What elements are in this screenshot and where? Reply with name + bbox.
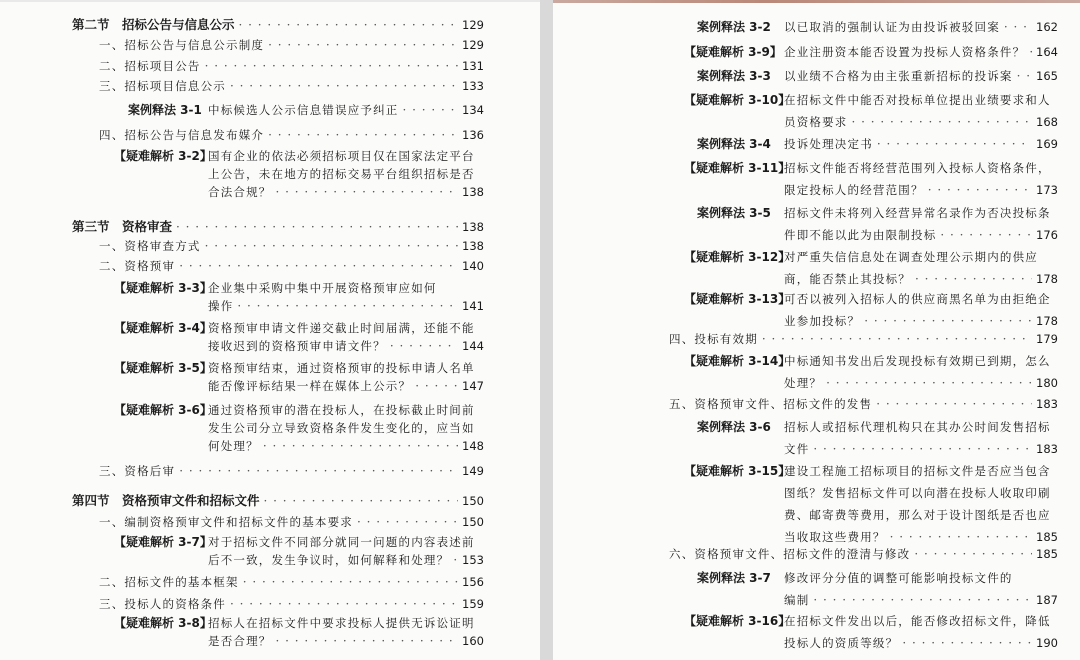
case-entry[interactable]	[784, 441, 1058, 457]
entry-title: 二、招标项目公告	[99, 59, 201, 73]
case-entry[interactable]	[784, 19, 1058, 35]
page-number: 144	[462, 339, 484, 353]
question-entry[interactable]	[784, 182, 1058, 198]
dot-leader	[877, 136, 1032, 152]
entry-title: 第二节 招标公告与信息公示	[72, 17, 235, 32]
toc-section-entry[interactable]	[72, 17, 484, 33]
entry-text-line: 可否以被列入招标人的供应商黑名单为由拒绝企	[784, 292, 1051, 306]
dot-leader	[179, 463, 458, 479]
question-entry[interactable]	[208, 184, 484, 200]
page-number: 178	[1036, 314, 1058, 328]
entry-text-line: 在招标文件发出以后，能否修改招标文件，降低	[784, 614, 1051, 628]
page-number: 131	[462, 59, 484, 73]
entry-continuation-line	[208, 534, 475, 550]
dot-leader	[205, 58, 458, 74]
entry-continuation-line	[784, 160, 1051, 176]
toc-subsection-entry[interactable]	[99, 78, 484, 94]
page-number: 156	[462, 575, 484, 589]
page-number: 138	[462, 239, 484, 253]
dot-leader	[263, 438, 458, 454]
page-number: 169	[1036, 137, 1058, 151]
case-entry[interactable]	[208, 102, 484, 118]
case-label: 案例释法 3-3	[697, 69, 771, 83]
case-label: 案例释法 3-6	[697, 420, 771, 434]
toc-subsection-entry[interactable]	[99, 258, 484, 274]
dot-leader	[876, 396, 1032, 412]
question-label: 【疑难解析 3-16】	[684, 614, 791, 628]
entry-text-line: 接收迟到的资格预审申请文件？	[208, 339, 386, 353]
dot-leader	[264, 493, 459, 509]
toc-subsection-entry[interactable]	[99, 58, 484, 74]
question-entry[interactable]	[208, 633, 484, 649]
page-number: 160	[462, 634, 484, 648]
entry-continuation-line	[784, 419, 1051, 435]
entry-text-line: 是否合理？	[208, 634, 272, 648]
dot-leader	[1029, 44, 1032, 60]
entry-text-line: 投标人的资质等级？	[784, 636, 899, 650]
entry-title: 二、资格预审	[99, 259, 176, 273]
page-number: 149	[462, 464, 484, 478]
question-label: 【疑难解析 3-6】	[114, 403, 212, 417]
page-number: 180	[1036, 376, 1058, 390]
entry-text-line: 操作	[208, 299, 234, 313]
question-entry[interactable]	[208, 438, 484, 454]
page-number: 162	[1036, 20, 1058, 34]
toc-subsection-entry[interactable]	[99, 238, 484, 254]
toc-subsection-entry[interactable]	[99, 574, 484, 590]
question-label: 【疑难解析 3-14】	[684, 354, 791, 368]
page-number: 187	[1036, 593, 1058, 607]
dot-leader	[864, 313, 1032, 329]
question-label: 【疑难解析 3-11】	[684, 161, 791, 175]
page-number: 176	[1036, 228, 1058, 242]
dot-leader	[205, 238, 458, 254]
toc-subsection-entry[interactable]	[669, 331, 1058, 347]
page-number: 164	[1036, 45, 1058, 59]
entry-text-line: 后不一致，发生争议时，如何解释和处理？	[208, 553, 450, 567]
question-label: 【疑难解析 3-2】	[114, 149, 212, 163]
dot-leader	[890, 529, 1032, 545]
page-number: 138	[462, 220, 484, 234]
entry-text-line: 投诉处理决定书	[784, 137, 873, 151]
page-number: 178	[1036, 272, 1058, 286]
page-number: 150	[462, 515, 484, 529]
question-label: 【疑难解析 3-7】	[114, 535, 212, 549]
entry-title: 第四节 资格预审文件和招标文件	[72, 493, 260, 508]
toc-subsection-entry[interactable]	[99, 514, 484, 530]
entry-text-line: 图纸？发售招标文件可以向潜在投标人收取印刷	[784, 486, 1051, 500]
question-entry[interactable]	[784, 114, 1058, 130]
question-label: 【疑难解析 3-15】	[684, 464, 791, 478]
entry-continuation-line	[784, 463, 1051, 479]
entry-continuation-line	[208, 615, 475, 631]
toc-subsection-entry[interactable]	[669, 396, 1058, 412]
entry-continuation-line	[208, 280, 437, 296]
dot-leader	[902, 635, 1032, 651]
entry-title: 四、招标公告与信息发布媒介	[99, 128, 265, 142]
dot-leader	[915, 271, 1032, 287]
page-number: 190	[1036, 636, 1058, 650]
question-label: 【疑难解析 3-3】	[114, 281, 212, 295]
entry-continuation-line	[208, 320, 475, 336]
entry-text-line: 合法合规？	[208, 185, 272, 199]
dot-leader	[852, 114, 1033, 130]
dot-leader	[415, 378, 458, 394]
dot-leader	[276, 633, 459, 649]
entry-text-line: 修改评分分值的调整可能影响投标文件的	[784, 571, 1013, 585]
case-label: 案例释法 3-4	[697, 137, 771, 151]
entry-continuation-line	[784, 485, 1051, 501]
page-number: 159	[462, 597, 484, 611]
entry-text-line: 国有企业的依法必须招标项目仅在国家法定平台	[208, 149, 475, 163]
entry-continuation-line	[208, 360, 475, 376]
dot-leader	[914, 546, 1032, 562]
page-number: 141	[462, 299, 484, 313]
entry-continuation-line	[208, 420, 475, 436]
page-number: 150	[462, 494, 484, 508]
entry-continuation-line	[208, 402, 475, 418]
entry-continuation-line	[784, 507, 1051, 523]
dot-leader	[268, 127, 458, 143]
case-label: 案例释法 3-1	[128, 103, 202, 117]
entry-continuation-line	[784, 353, 1051, 369]
toc-subsection-entry[interactable]	[99, 596, 484, 612]
entry-text-line: 费、邮寄费等费用，那么对于设计图纸是否也应	[784, 508, 1051, 522]
page-number: 129	[462, 38, 484, 52]
dot-leader	[813, 441, 1032, 457]
dot-leader	[237, 298, 458, 314]
question-label: 【疑难解析 3-4】	[114, 321, 212, 335]
page-top-edge	[553, 0, 1080, 3]
entry-text-line: 何处理？	[208, 439, 259, 453]
entry-continuation-line	[784, 570, 1013, 586]
page-number: 138	[462, 185, 484, 199]
entry-text-line: 中标通知书发出后发现投标有效期已到期，怎么	[784, 354, 1051, 368]
entry-text-line: 中标候选人公示信息错误应予纠正	[208, 103, 399, 117]
entry-title: 第三节 资格审查	[72, 219, 173, 234]
dot-leader	[1017, 68, 1032, 84]
entry-text-line: 以业绩不合格为由主张重新招标的投诉案	[784, 69, 1013, 83]
case-label: 案例释法 3-7	[697, 571, 771, 585]
entry-title: 六、资格预审文件、招标文件的澄清与修改	[669, 547, 911, 561]
question-entry[interactable]	[784, 375, 1058, 391]
case-label: 案例释法 3-2	[697, 20, 771, 34]
toc-section-entry[interactable]	[72, 219, 484, 235]
page-number: 136	[462, 128, 484, 142]
toc-subsection-entry[interactable]	[99, 463, 484, 479]
entry-text-line: 上公告，未在地方的招标交易平台组织招标是否	[208, 167, 475, 181]
question-entry[interactable]	[784, 635, 1058, 651]
question-entry[interactable]	[208, 378, 484, 394]
dot-leader	[762, 331, 1032, 347]
question-entry[interactable]	[208, 298, 484, 314]
entry-text-line: 对严重失信信息处在调查处理公示期内的供应	[784, 250, 1038, 264]
dot-leader	[813, 592, 1032, 608]
entry-title: 二、招标文件的基本框架	[99, 575, 239, 589]
entry-continuation-line	[784, 249, 1038, 265]
question-entry[interactable]	[208, 338, 484, 354]
question-entry[interactable]	[784, 44, 1058, 60]
toc-page-right	[553, 0, 1080, 660]
entry-continuation-line	[208, 166, 475, 182]
entry-continuation-line	[784, 205, 1051, 221]
case-entry[interactable]	[784, 592, 1058, 608]
entry-text-line: 招标文件能否将经营范围列入投标人资格条件，	[784, 161, 1051, 175]
entry-text-line: 资格预审结束，通过资格预审的投标申请人名单	[208, 361, 475, 375]
entry-title: 三、招标项目信息公示	[99, 79, 226, 93]
dot-leader	[276, 184, 459, 200]
page-number: 179	[1036, 332, 1058, 346]
question-label: 【疑难解析 3-10】	[684, 93, 791, 107]
dot-leader	[453, 552, 458, 568]
page-number: 134	[462, 103, 484, 117]
dot-leader	[176, 219, 458, 235]
dot-leader	[268, 37, 458, 53]
entry-text-line: 件即不能以此为由限制投标	[784, 228, 937, 242]
dot-leader	[179, 258, 458, 274]
page-number: 173	[1036, 183, 1058, 197]
page-number: 185	[1036, 530, 1058, 544]
entry-text-line: 招标人在招标文件中要求投标人提供无诉讼证明	[208, 616, 475, 630]
page-number: 133	[462, 79, 484, 93]
entry-continuation-line	[208, 148, 475, 164]
page-top-edge	[0, 0, 540, 2]
case-label: 案例释法 3-5	[697, 206, 771, 220]
entry-text-line: 限定投标人的经营范围？	[784, 183, 924, 197]
entry-text-line: 能否像评标结果一样在媒体上公示？	[208, 379, 412, 393]
question-label: 【疑难解析 3-12】	[684, 250, 791, 264]
question-label: 【疑难解析 3-8】	[114, 616, 212, 630]
entry-continuation-line	[784, 291, 1051, 307]
dot-leader	[239, 17, 459, 33]
entry-title: 一、编制资格预审文件和招标文件的基本要求	[99, 515, 353, 529]
entry-title: 一、招标公告与信息公示制度	[99, 38, 265, 52]
page-number: 148	[462, 439, 484, 453]
toc-section-entry[interactable]	[72, 493, 484, 509]
question-entry[interactable]	[784, 313, 1058, 329]
entry-text-line: 当收取这些费用？	[784, 530, 886, 544]
page-number: 183	[1036, 442, 1058, 456]
dot-leader	[928, 182, 1032, 198]
page-number: 165	[1036, 69, 1058, 83]
toc-subsection-entry[interactable]	[99, 37, 484, 53]
entry-continuation-line	[784, 92, 1051, 108]
page-number: 147	[462, 379, 484, 393]
dot-leader	[403, 102, 459, 118]
question-label: 【疑难解析 3-13】	[684, 292, 791, 306]
toc-subsection-entry[interactable]	[669, 546, 1058, 562]
entry-continuation-line	[784, 613, 1051, 629]
entry-title: 五、资格预审文件、招标文件的发售	[669, 397, 873, 411]
page-number: 183	[1036, 397, 1058, 411]
case-entry[interactable]	[784, 136, 1058, 152]
question-label: 【疑难解析 3-9】	[684, 45, 782, 59]
dot-leader	[230, 78, 458, 94]
dot-leader	[390, 338, 458, 354]
question-entry[interactable]	[784, 529, 1058, 545]
page-number: 168	[1036, 115, 1058, 129]
entry-text-line: 招标人或招标代理机构只在其办公时间发售招标	[784, 420, 1051, 434]
entry-text-line: 员资格要求	[784, 115, 848, 129]
entry-title: 一、资格审查方式	[99, 239, 201, 253]
page-number: 185	[1036, 547, 1058, 561]
entry-text-line: 编制	[784, 593, 810, 607]
question-label: 【疑难解析 3-5】	[114, 361, 212, 375]
entry-text-line: 资格预审申请文件递交截止时间届满，还能不能	[208, 321, 475, 335]
dot-leader	[826, 375, 1032, 391]
entry-text-line: 企业集中采购中集中开展资格预审应如何	[208, 281, 437, 295]
entry-text-line: 以已取消的强制认证为由投诉被驳回案	[784, 20, 1000, 34]
dot-leader	[940, 227, 1032, 243]
entry-text-line: 在招标文件中能否对投标单位提出业绩要求和人	[784, 93, 1051, 107]
dot-leader	[243, 574, 458, 590]
dot-leader	[357, 514, 458, 530]
page-number: 153	[462, 553, 484, 567]
page-number: 140	[462, 259, 484, 273]
entry-title: 三、投标人的资格条件	[99, 597, 226, 611]
entry-text-line: 招标文件未将列入经营异常名录作为否决投标条	[784, 206, 1051, 220]
entry-text-line: 商，能否禁止其投标？	[784, 272, 911, 286]
dot-leader	[230, 596, 458, 612]
entry-title: 三、资格后审	[99, 464, 176, 478]
entry-text-line: 文件	[784, 442, 810, 456]
entry-text-line: 处理？	[784, 376, 823, 390]
question-entry[interactable]	[208, 552, 484, 568]
entry-text-line: 对于招标文件不同部分就同一问题的内容表述前	[208, 535, 475, 549]
case-entry[interactable]	[784, 68, 1058, 84]
page-number: 129	[462, 18, 484, 32]
question-entry[interactable]	[784, 271, 1058, 287]
toc-subsection-entry[interactable]	[99, 127, 484, 143]
dot-leader	[1004, 19, 1032, 35]
entry-text-line: 企业注册资本能否设置为投标人资格条件？	[784, 45, 1026, 59]
case-entry[interactable]	[784, 227, 1058, 243]
entry-text-line: 业参加投标？	[784, 314, 861, 328]
entry-title: 四、投标有效期	[669, 332, 758, 346]
entry-text-line: 通过资格预审的潜在投标人，在投标截止时间前	[208, 403, 475, 417]
entry-text-line: 发生公司分立导致资格条件发生变化的，应当如	[208, 421, 475, 435]
entry-text-line: 建设工程施工招标项目的招标文件是否应当包含	[784, 464, 1051, 478]
